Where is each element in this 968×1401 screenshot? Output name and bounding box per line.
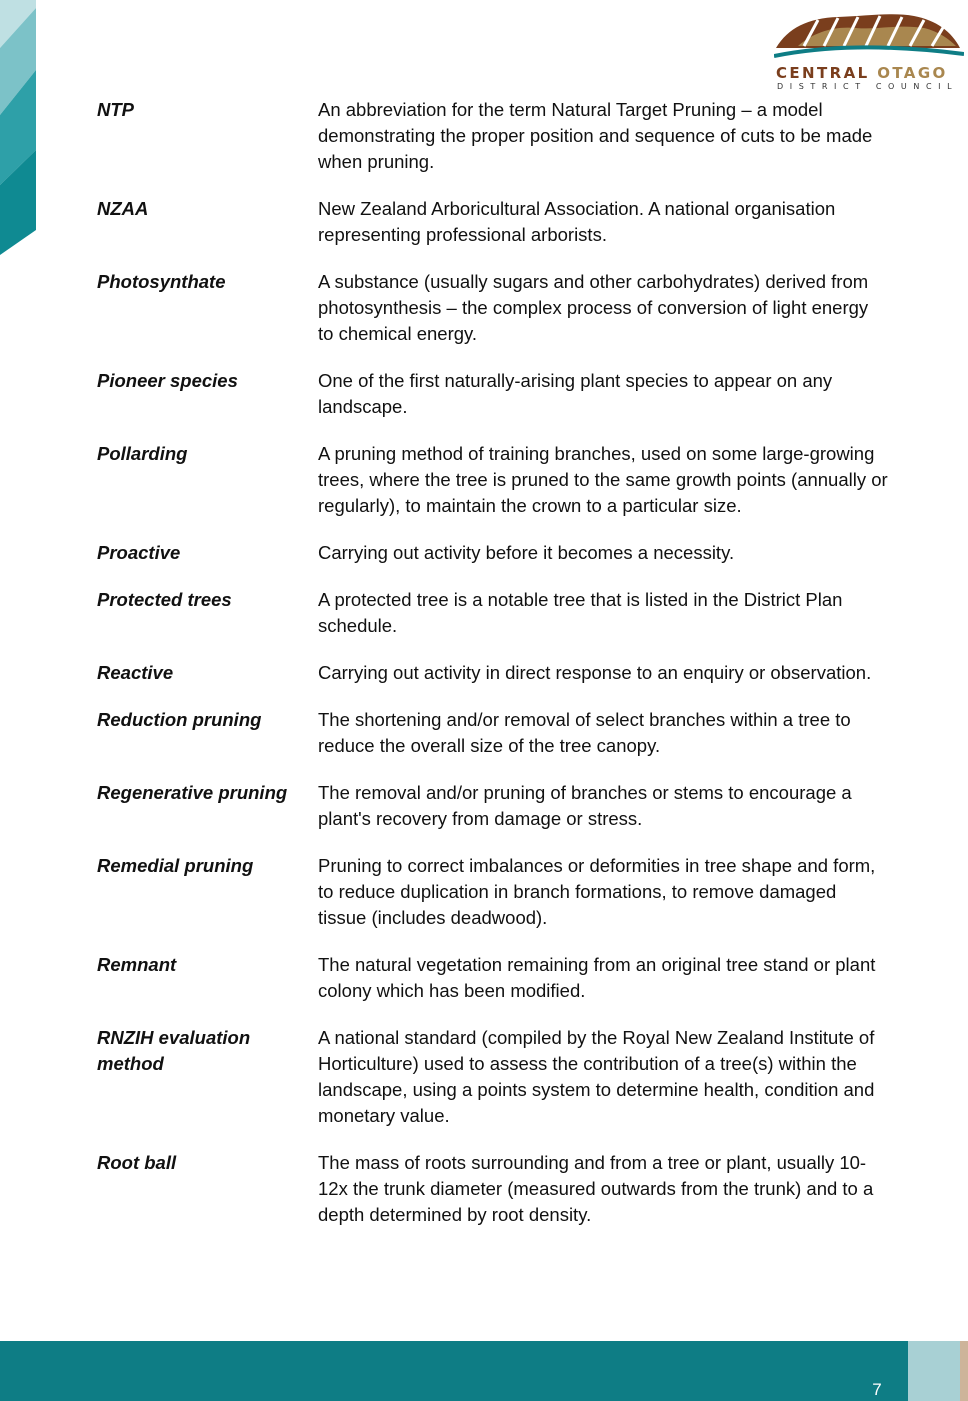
footer-accent-light [908, 1341, 960, 1401]
glossary-definition: Carrying out activity before it becomes a necessity. [318, 542, 735, 563]
glossary-entry [97, 97, 897, 175]
glossary-term: NZAA [97, 198, 149, 219]
logo-word-otago: OTAGO [877, 64, 948, 82]
logo-subline: DISTRICT COUNCIL [777, 82, 959, 91]
glossary-entry [97, 196, 897, 248]
glossary-entry [97, 952, 897, 1004]
glossary-definition: A national standard (compiled by the Royal New Zealand Institute of Horticulture) used to assess the contribution of a tree(s) within the landscape, using a points system to determine health, condition and monetary value. [318, 1027, 875, 1126]
glossary-term: Root ball [97, 1152, 177, 1173]
footer-accent-tan [960, 1341, 968, 1401]
logo-wordmark [776, 64, 948, 82]
glossary-term: Reduction pruning [97, 709, 262, 730]
glossary-definition: Pruning to correct imbalances or deformities in tree shape and form, to reduce duplication in branch formations, to remove damaged tissue (includes deadwood). [318, 855, 876, 928]
glossary-entry [97, 780, 897, 832]
glossary-definition: A pruning method of training branches, used on some large-growing trees, where the tree is pruned to the same growth points (annually or regularly), to maintain the crown to a particular size. [318, 443, 888, 516]
glossary-entry [97, 441, 897, 519]
glossary-term: RNZIH evaluation method [97, 1027, 251, 1074]
glossary-entry [97, 587, 897, 639]
page-number: 7 [872, 1380, 882, 1399]
glossary-definition: One of the first naturally-arising plant species to appear on any landscape. [318, 370, 833, 417]
hills-emblem-icon [774, 8, 964, 64]
glossary-term: Pioneer species [97, 370, 238, 391]
glossary-entry [97, 660, 897, 686]
glossary-term: Regenerative pruning [97, 782, 288, 803]
glossary-term: Remedial pruning [97, 855, 254, 876]
glossary-definition: New Zealand Arboricultural Association. A national organisation representing professional arborists. [318, 198, 836, 245]
glossary-entry [97, 707, 897, 759]
glossary-term: Protected trees [97, 589, 232, 610]
glossary-list [97, 97, 897, 1249]
glossary-definition: The natural vegetation remaining from an original tree stand or plant colony which has been modified. [318, 954, 876, 1001]
logo-word-central: CENTRAL [776, 64, 870, 82]
glossary-definition: A protected tree is a notable tree that is listed in the District Plan schedule. [318, 589, 843, 636]
glossary-term: NTP [97, 99, 134, 120]
glossary-definition: Carrying out activity in direct response to an enquiry or observation. [318, 662, 872, 683]
glossary-entry [97, 1025, 897, 1129]
glossary-definition: The removal and/or pruning of branches or stems to encourage a plant's recovery from damage or stress. [318, 782, 852, 829]
glossary-entry [97, 540, 897, 566]
left-accent-decoration [0, 0, 36, 260]
glossary-term: Proactive [97, 542, 181, 563]
footer-bar [0, 1341, 968, 1401]
glossary-definition: A substance (usually sugars and other carbohydrates) derived from photosynthesis – the complex process of conversion of light energy to chemical energy. [318, 271, 869, 344]
glossary-entry [97, 368, 897, 420]
glossary-definition: The mass of roots surrounding and from a tree or plant, usually 10-12x the trunk diameter (measured outwards from the trunk) and to a depth determined by root density. [318, 1152, 874, 1225]
glossary-definition: The shortening and/or removal of select branches within a tree to reduce the overall size of the tree canopy. [318, 709, 851, 756]
central-otago-logo [774, 8, 964, 90]
glossary-term: Reactive [97, 662, 174, 683]
glossary-entry [97, 1150, 897, 1228]
glossary-term: Remnant [97, 954, 177, 975]
glossary-term: Photosynthate [97, 271, 226, 292]
glossary-definition: An abbreviation for the term Natural Target Pruning – a model demonstrating the proper position and sequence of cuts to be made when pruning. [318, 99, 873, 172]
glossary-entry [97, 269, 897, 347]
glossary-term: Pollarding [97, 443, 188, 464]
glossary-entry [97, 853, 897, 931]
